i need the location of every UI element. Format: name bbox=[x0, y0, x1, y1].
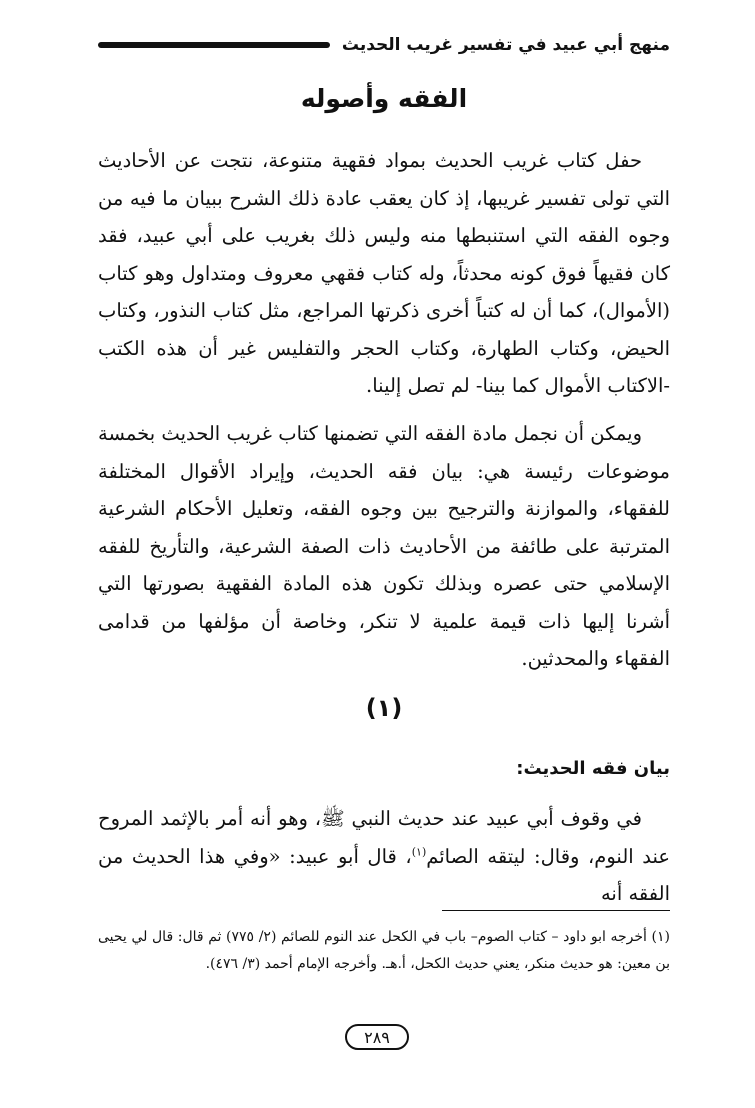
running-title: منهج أبي عبيد في تفسير غريب الحديث bbox=[341, 35, 670, 55]
paragraph-3-text-end: ، قال أبو عبيد: «وفي هذا الحديث من الفقه أنه bbox=[98, 844, 670, 905]
footnote-separator bbox=[442, 910, 670, 911]
section-title: الفقه وأصوله bbox=[300, 84, 468, 113]
footnote: (١) أخرجه ابو داود – كتاب الصوم– باب في الكحل عند النوم للصائم (٢/ ٧٧٥) ثم قال: قال لي يحيى بن معين: هو حديث منكر، يعني حديث الكحل، أ.هـ. وأخرجه الإمام أحمد (٣/ ٤٧٦). bbox=[98, 929, 670, 972]
subsection-heading: بيان فقه الحديث: bbox=[516, 758, 670, 779]
page-header bbox=[98, 30, 670, 60]
numbered-heading: (١) bbox=[365, 694, 403, 722]
paragraph-3-text-start: في وقوف أبي عبيد عند حديث النبي ﷺ، وهو أنه أمر بالإثمد المروح عند النوم، وقال: ليتقه الصائم bbox=[98, 807, 670, 868]
body-paragraph-3 bbox=[98, 800, 670, 913]
body-paragraph-1: حفل كتاب غريب الحديث بمواد فقهية متنوعة، نتجت عن الأحاديث التي تولى تفسير غريبها، إذ كان يعقب عادة ذلك الشرح ببيان ما فيه من وجوه الفقه التي استنبطها منه وليس ذلك بغريب على أبي عبيد، فقد كان فقيهاً فوق كونه محدثاً، وله كتاب فقهي معروف ومتداول وهو كتاب (الأموال)، كما أن له كتباً أخرى ذكرتها المراجع، مثل كتاب النذور، وكتاب الحيض، وكتاب الطهارة، وكتاب الحجر والتفليس غير أن هذه الكتب -الاكتاب الأموال كما بينا- لم تصل إلينا. bbox=[98, 149, 670, 397]
page-number: ٢٨٩ bbox=[345, 1024, 409, 1050]
body-paragraph-2: ويمكن أن نجمل مادة الفقه التي تضمنها كتاب غريب الحديث بخمسة موضوعات رئيسة هي: بيان فقه الحديث، وإيراد الأقوال المختلفة للفقهاء، والموازنة والترجيح بين وجوه الفقه، وتعليل الأحكام الشرعية المترتبة على طائفة من الأحاديث ذات الصفة الشرعية، والتأريخ للفقه الإسلامي حتى عصره وبذلك تكون هذه المادة الفقهية بصورتها التي أشرنا إليها ذات قيمة علمية لا تنكر، وخاصة أن مؤلفها من قدامى الفقهاء والمحدثين. bbox=[98, 422, 670, 670]
header-rule bbox=[98, 42, 330, 48]
footnote-reference: (١) bbox=[411, 845, 427, 858]
